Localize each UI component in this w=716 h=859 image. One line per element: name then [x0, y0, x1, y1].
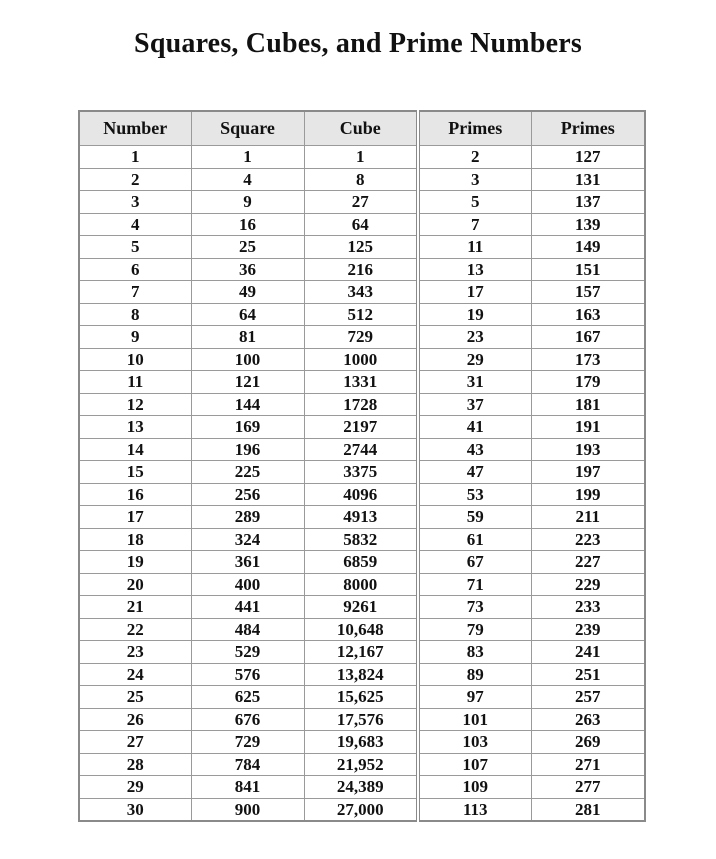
- table-row: [79, 303, 645, 326]
- cell-square: 36: [191, 258, 304, 281]
- table-row: [79, 393, 645, 416]
- cell-cube: 17,576: [304, 708, 418, 731]
- cell-cube: 10,648: [304, 618, 418, 641]
- cell-prime-right: 269: [531, 731, 645, 754]
- cell-cube: 24,389: [304, 776, 418, 799]
- cell-square: 324: [191, 528, 304, 551]
- header-primes-2: Primes: [531, 111, 645, 146]
- cell-cube: 2744: [304, 438, 418, 461]
- table-row: [79, 573, 645, 596]
- cell-prime-left: 17: [418, 281, 531, 304]
- cell-square: 289: [191, 506, 304, 529]
- cell-cube: 216: [304, 258, 418, 281]
- cell-cube: 125: [304, 236, 418, 259]
- cell-number: 10: [79, 348, 191, 371]
- cell-number: 17: [79, 506, 191, 529]
- cell-number: 1: [79, 146, 191, 169]
- cell-square: 100: [191, 348, 304, 371]
- cell-prime-left: 5: [418, 191, 531, 214]
- cell-prime-right: 281: [531, 798, 645, 821]
- table-row: [79, 146, 645, 169]
- cell-prime-left: 67: [418, 551, 531, 574]
- table-row: [79, 348, 645, 371]
- cell-prime-left: 97: [418, 686, 531, 709]
- table-body: [79, 146, 645, 822]
- cell-number: 20: [79, 573, 191, 596]
- cell-square: 16: [191, 213, 304, 236]
- header-cube: Cube: [304, 111, 418, 146]
- cell-number: 12: [79, 393, 191, 416]
- cell-square: 625: [191, 686, 304, 709]
- cell-cube: 12,167: [304, 641, 418, 664]
- cell-cube: 6859: [304, 551, 418, 574]
- cell-prime-right: 251: [531, 663, 645, 686]
- cell-prime-right: 157: [531, 281, 645, 304]
- cell-square: 784: [191, 753, 304, 776]
- cell-cube: 21,952: [304, 753, 418, 776]
- table-row: [79, 258, 645, 281]
- cell-number: 24: [79, 663, 191, 686]
- cell-square: 9: [191, 191, 304, 214]
- cell-cube: 5832: [304, 528, 418, 551]
- cell-cube: 3375: [304, 461, 418, 484]
- cell-prime-left: 101: [418, 708, 531, 731]
- table-row: [79, 708, 645, 731]
- cell-cube: 8000: [304, 573, 418, 596]
- cell-prime-left: 29: [418, 348, 531, 371]
- cell-square: 81: [191, 326, 304, 349]
- cell-number: 5: [79, 236, 191, 259]
- table-row: [79, 528, 645, 551]
- cell-number: 26: [79, 708, 191, 731]
- cell-prime-left: 59: [418, 506, 531, 529]
- cell-prime-left: 79: [418, 618, 531, 641]
- table-row: [79, 506, 645, 529]
- cell-prime-left: 73: [418, 596, 531, 619]
- cell-cube: 512: [304, 303, 418, 326]
- cell-number: 19: [79, 551, 191, 574]
- cell-number: 29: [79, 776, 191, 799]
- cell-prime-right: 173: [531, 348, 645, 371]
- number-table-container: [78, 110, 644, 822]
- cell-cube: 729: [304, 326, 418, 349]
- cell-square: 529: [191, 641, 304, 664]
- table-row: [79, 168, 645, 191]
- cell-prime-right: 223: [531, 528, 645, 551]
- cell-prime-right: 131: [531, 168, 645, 191]
- table-row: [79, 798, 645, 821]
- table-row: [79, 618, 645, 641]
- table-row: [79, 213, 645, 236]
- cell-prime-right: 199: [531, 483, 645, 506]
- number-table: [78, 110, 646, 822]
- table-row: [79, 281, 645, 304]
- cell-square: 4: [191, 168, 304, 191]
- cell-square: 121: [191, 371, 304, 394]
- cell-number: 4: [79, 213, 191, 236]
- cell-cube: 13,824: [304, 663, 418, 686]
- cell-prime-left: 37: [418, 393, 531, 416]
- cell-cube: 4096: [304, 483, 418, 506]
- cell-square: 196: [191, 438, 304, 461]
- table-row: [79, 596, 645, 619]
- table-row: [79, 483, 645, 506]
- cell-prime-right: 233: [531, 596, 645, 619]
- cell-number: 9: [79, 326, 191, 349]
- cell-number: 30: [79, 798, 191, 821]
- cell-square: 441: [191, 596, 304, 619]
- table-row: [79, 371, 645, 394]
- cell-cube: 1000: [304, 348, 418, 371]
- cell-number: 28: [79, 753, 191, 776]
- cell-prime-left: 61: [418, 528, 531, 551]
- table-row: [79, 776, 645, 799]
- cell-prime-left: 41: [418, 416, 531, 439]
- cell-square: 576: [191, 663, 304, 686]
- cell-prime-right: 151: [531, 258, 645, 281]
- cell-prime-left: 43: [418, 438, 531, 461]
- cell-square: 361: [191, 551, 304, 574]
- cell-prime-left: 103: [418, 731, 531, 754]
- table-row: [79, 191, 645, 214]
- table-row: [79, 753, 645, 776]
- cell-number: 25: [79, 686, 191, 709]
- table-row: [79, 641, 645, 664]
- cell-cube: 27,000: [304, 798, 418, 821]
- table-row: [79, 416, 645, 439]
- cell-number: 3: [79, 191, 191, 214]
- cell-prime-right: 163: [531, 303, 645, 326]
- cell-number: 22: [79, 618, 191, 641]
- cell-square: 256: [191, 483, 304, 506]
- cell-number: 21: [79, 596, 191, 619]
- cell-prime-right: 277: [531, 776, 645, 799]
- cell-cube: 1: [304, 146, 418, 169]
- cell-number: 11: [79, 371, 191, 394]
- cell-square: 49: [191, 281, 304, 304]
- cell-prime-left: 71: [418, 573, 531, 596]
- cell-prime-left: 7: [418, 213, 531, 236]
- cell-prime-left: 107: [418, 753, 531, 776]
- table-row: [79, 663, 645, 686]
- cell-prime-right: 127: [531, 146, 645, 169]
- cell-cube: 2197: [304, 416, 418, 439]
- cell-prime-right: 193: [531, 438, 645, 461]
- cell-prime-left: 83: [418, 641, 531, 664]
- cell-prime-right: 211: [531, 506, 645, 529]
- cell-prime-left: 109: [418, 776, 531, 799]
- cell-prime-left: 11: [418, 236, 531, 259]
- cell-square: 400: [191, 573, 304, 596]
- table-row: [79, 551, 645, 574]
- cell-number: 16: [79, 483, 191, 506]
- cell-cube: 8: [304, 168, 418, 191]
- header-square: Square: [191, 111, 304, 146]
- cell-square: 169: [191, 416, 304, 439]
- cell-prime-right: 181: [531, 393, 645, 416]
- header-primes-1: Primes: [418, 111, 531, 146]
- cell-prime-right: 239: [531, 618, 645, 641]
- cell-number: 8: [79, 303, 191, 326]
- cell-cube: 4913: [304, 506, 418, 529]
- cell-prime-right: 137: [531, 191, 645, 214]
- cell-number: 14: [79, 438, 191, 461]
- cell-cube: 1728: [304, 393, 418, 416]
- cell-prime-right: 229: [531, 573, 645, 596]
- cell-prime-right: 179: [531, 371, 645, 394]
- table-row: [79, 461, 645, 484]
- cell-number: 13: [79, 416, 191, 439]
- cell-number: 2: [79, 168, 191, 191]
- cell-cube: 9261: [304, 596, 418, 619]
- cell-number: 18: [79, 528, 191, 551]
- cell-prime-right: 257: [531, 686, 645, 709]
- cell-square: 841: [191, 776, 304, 799]
- cell-prime-left: 2: [418, 146, 531, 169]
- cell-square: 676: [191, 708, 304, 731]
- cell-cube: 343: [304, 281, 418, 304]
- cell-square: 484: [191, 618, 304, 641]
- cell-prime-left: 47: [418, 461, 531, 484]
- cell-prime-left: 3: [418, 168, 531, 191]
- cell-square: 225: [191, 461, 304, 484]
- header-number: Number: [79, 111, 191, 146]
- cell-prime-right: 227: [531, 551, 645, 574]
- cell-prime-right: 271: [531, 753, 645, 776]
- cell-prime-left: 113: [418, 798, 531, 821]
- cell-cube: 1331: [304, 371, 418, 394]
- table-row: [79, 731, 645, 754]
- cell-square: 144: [191, 393, 304, 416]
- page-title: Squares, Cubes, and Prime Numbers: [134, 28, 582, 59]
- cell-cube: 27: [304, 191, 418, 214]
- cell-number: 7: [79, 281, 191, 304]
- cell-number: 15: [79, 461, 191, 484]
- table-row: [79, 686, 645, 709]
- cell-prime-right: 191: [531, 416, 645, 439]
- cell-cube: 15,625: [304, 686, 418, 709]
- cell-prime-right: 263: [531, 708, 645, 731]
- cell-prime-right: 139: [531, 213, 645, 236]
- cell-prime-right: 241: [531, 641, 645, 664]
- cell-square: 729: [191, 731, 304, 754]
- cell-cube: 19,683: [304, 731, 418, 754]
- cell-prime-left: 31: [418, 371, 531, 394]
- cell-square: 64: [191, 303, 304, 326]
- cell-prime-left: 23: [418, 326, 531, 349]
- cell-prime-left: 13: [418, 258, 531, 281]
- cell-square: 1: [191, 146, 304, 169]
- table-header-row: [79, 111, 645, 146]
- cell-prime-left: 53: [418, 483, 531, 506]
- cell-prime-left: 19: [418, 303, 531, 326]
- cell-square: 900: [191, 798, 304, 821]
- table-row: [79, 236, 645, 259]
- cell-number: 6: [79, 258, 191, 281]
- cell-number: 23: [79, 641, 191, 664]
- cell-prime-left: 89: [418, 663, 531, 686]
- cell-prime-right: 149: [531, 236, 645, 259]
- table-row: [79, 438, 645, 461]
- cell-cube: 64: [304, 213, 418, 236]
- cell-prime-right: 167: [531, 326, 645, 349]
- cell-square: 25: [191, 236, 304, 259]
- table-row: [79, 326, 645, 349]
- cell-number: 27: [79, 731, 191, 754]
- cell-prime-right: 197: [531, 461, 645, 484]
